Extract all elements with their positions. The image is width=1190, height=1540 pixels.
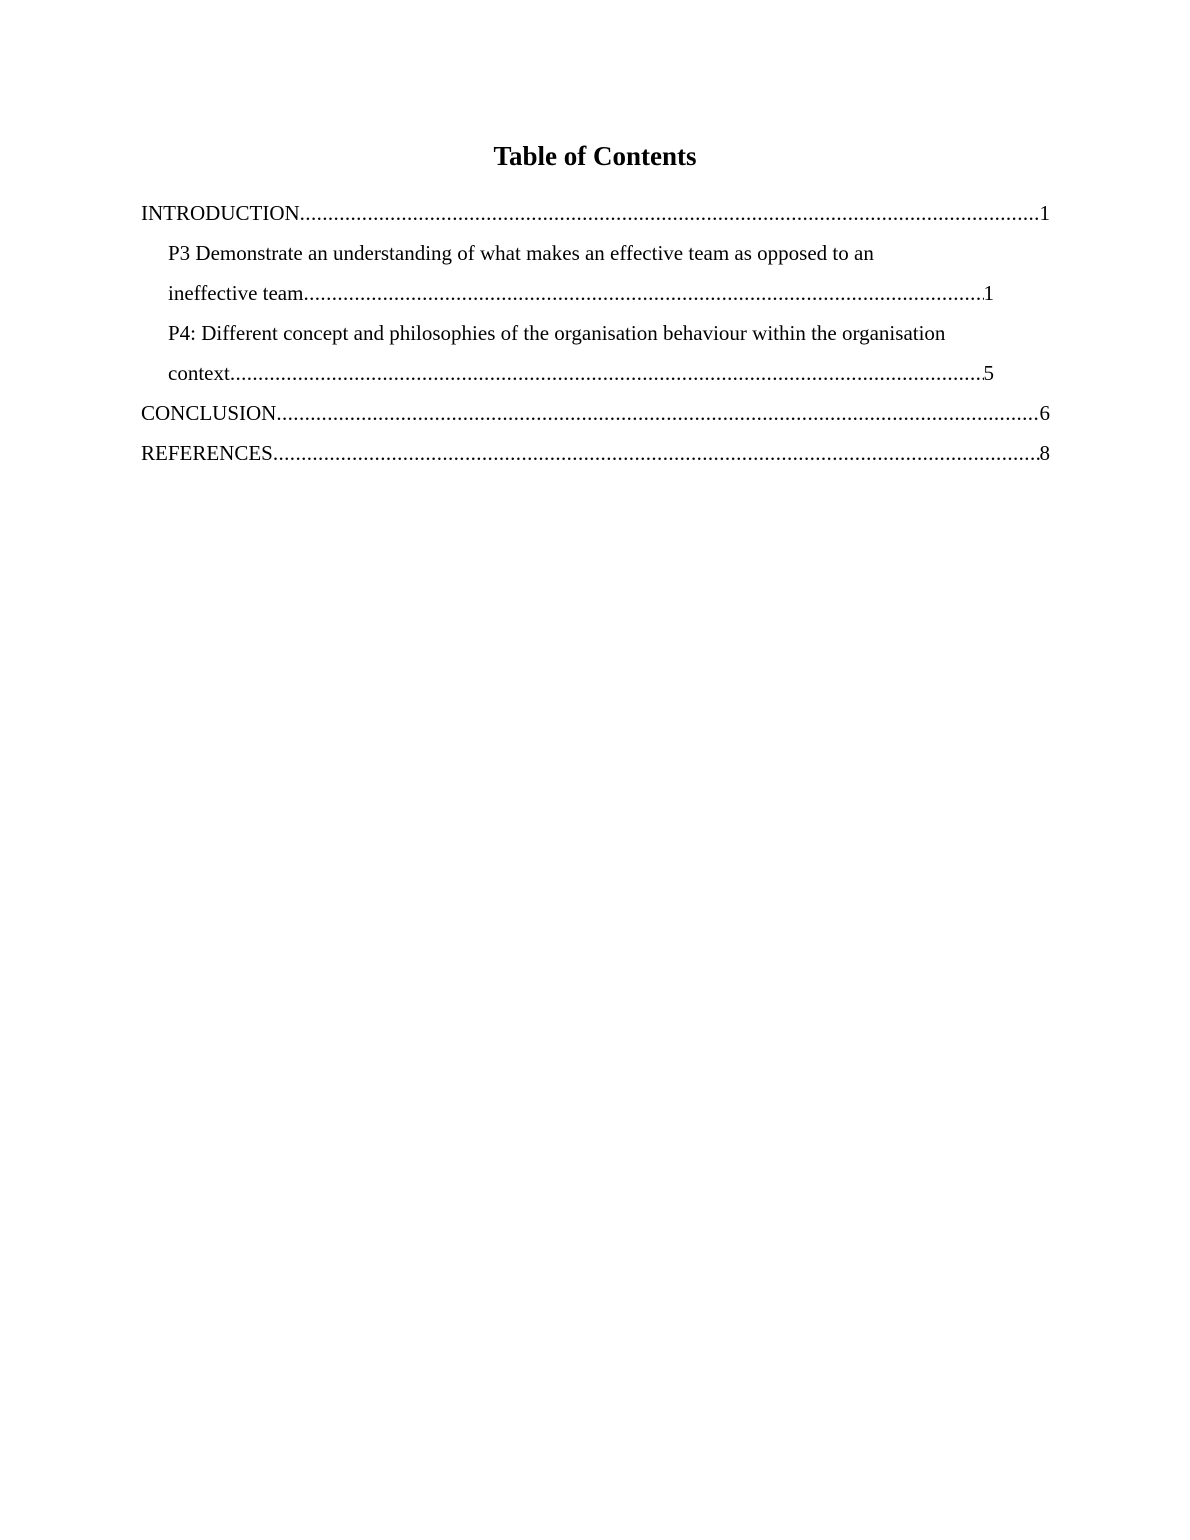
dot-leader (273, 433, 1040, 473)
toc-entry-label-line1: P4: Different concept and philosophies of the organisation behaviour within the organisation (168, 321, 946, 345)
toc-entry-references[interactable] (141, 433, 1050, 473)
table-of-contents (141, 193, 1050, 473)
toc-entry-page: 5 (983, 361, 994, 385)
toc-entry-label: INTRODUCTION (141, 201, 300, 225)
toc-entry-label: REFERENCES (141, 441, 273, 465)
toc-entry-page: 1 (983, 281, 994, 305)
toc-entry-label-line1: P3 Demonstrate an understanding of what makes an effective team as opposed to an (168, 241, 874, 265)
toc-entry-label: CONCLUSION (141, 401, 277, 425)
dot-leader (300, 193, 1040, 233)
toc-entry-p4[interactable] (168, 313, 1022, 393)
toc-entry-page: 1 (1039, 201, 1050, 225)
toc-entry-label-line2: ineffective team (168, 281, 304, 305)
toc-entry-p3[interactable] (168, 233, 1022, 313)
toc-entry-page: 8 (1039, 441, 1050, 465)
toc-entry-conclusion[interactable] (141, 393, 1050, 433)
dot-leader (276, 393, 1039, 433)
toc-entry-label-line2: context (168, 361, 230, 385)
toc-entry-introduction[interactable] (141, 193, 1050, 233)
dot-leader (230, 353, 984, 393)
toc-title: Table of Contents (493, 141, 697, 171)
dot-leader (303, 273, 983, 313)
toc-entry-page: 6 (1039, 401, 1050, 425)
